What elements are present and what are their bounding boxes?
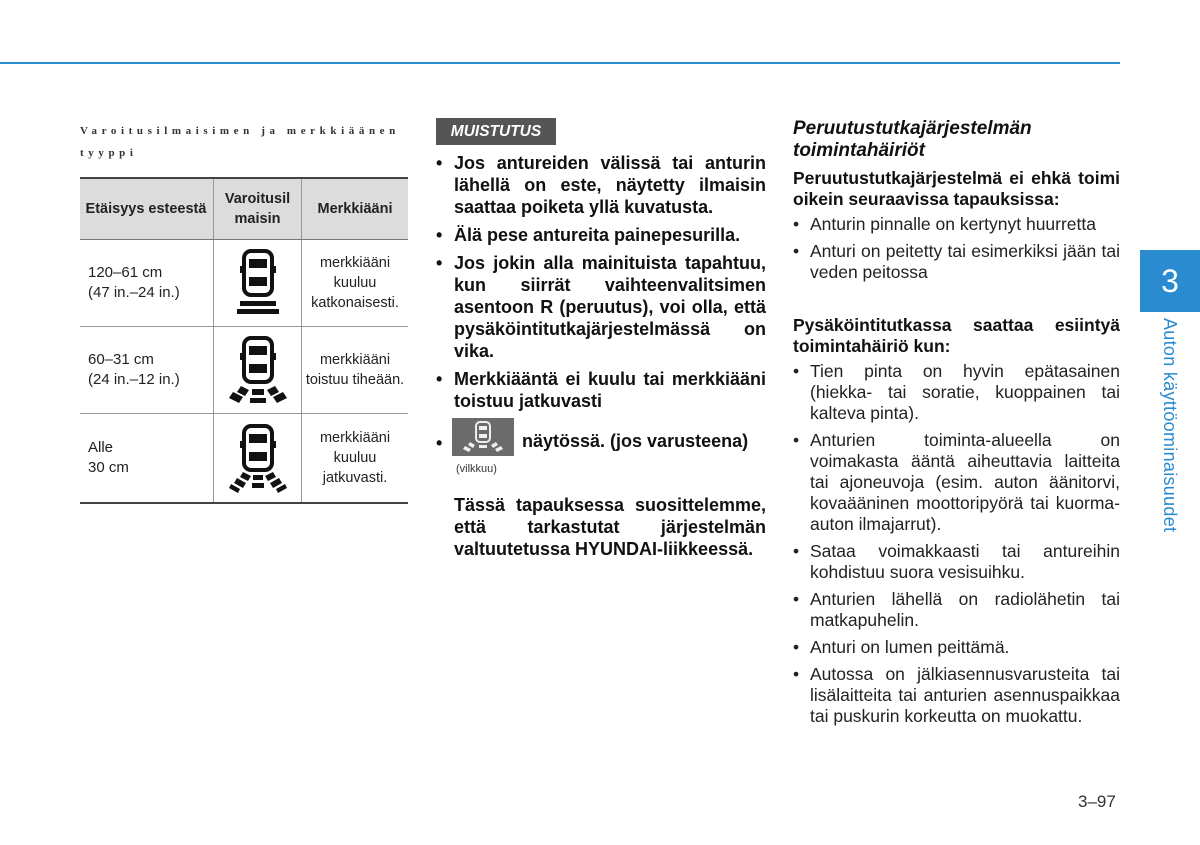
table-row	[80, 327, 408, 414]
table-row	[80, 240, 408, 327]
icon-bullet-text: näytössä. (jos varusteena)	[522, 431, 749, 451]
list-item: • Anturien lähellä on radiolähetin tai matkapuhelin.	[793, 589, 1120, 631]
indicator-cell	[214, 327, 302, 414]
list-item: • Anturi on peitetty tai esimerkiksi jään tai veden peitossa	[793, 241, 1120, 283]
header-rule	[0, 62, 1120, 64]
page-number: 3–97	[1078, 792, 1116, 811]
header-sound: Merkkiääni	[302, 178, 409, 240]
distance-line1: Alle	[88, 439, 114, 456]
notice-content	[428, 152, 766, 560]
subheading-1: Peruutustutkajärjestelmä ei ehkä toimi oikein seuraavissa tapauksissa:	[793, 168, 1120, 209]
distance-line2: 30 cm	[88, 459, 129, 476]
icon-bullet	[428, 418, 766, 480]
header-distance: Etäisyys esteestä	[80, 178, 214, 240]
notice-label: MUISTUTUS	[436, 118, 556, 145]
header-indicator: Varoitusil maisin	[214, 178, 302, 240]
distance-cell	[80, 327, 214, 414]
parking-warning-display-icon	[452, 418, 514, 456]
list-item: • Tien pinta on hyvin epätasainen (hiekka- tai soratie, kuoppainen tai kalteva pinta).	[793, 361, 1120, 424]
list-item: • Anturin pinnalle on kertynyt huurretta	[793, 214, 1120, 235]
indicator-cell	[214, 240, 302, 327]
distance-line2: (47 in.–24 in.)	[88, 284, 180, 301]
list-item: • Anturien toiminta-alueella on voimakasta ääntä aiheuttavia laitteita tai ajoneuvoja (esim. auton äänitorvi, kovaääninen moottoripyörä tai kuorma-auton ilmajarrut).	[793, 430, 1120, 535]
sound-cell: merkkiääni kuuluu katkonaisesti.	[302, 240, 409, 327]
list-2	[793, 361, 1120, 727]
sound-cell: merkkiääni kuuluu jatkuvasti.	[302, 414, 409, 504]
chapter-number: 3	[1140, 250, 1200, 312]
section-heading: Peruutustutkajärjestelmän toimintahäiriöt	[793, 118, 1032, 161]
list-1	[793, 214, 1120, 283]
bullet: •	[436, 433, 443, 453]
list-item: • Jos jokin alla mainituista tapahtuu, kun siirrät vaihteenvalitsimen asentoon R (peruutus), voi olla, että pysäköintitutkajärjestelmässä on vika.	[428, 252, 766, 362]
subheading-2: Pysäköintitutkassa saattaa esiintyä toimintahäiriö kun:	[793, 315, 1120, 356]
indicator-cell	[214, 414, 302, 504]
chapter-title: Auton käyttöominaisuudet	[1160, 318, 1180, 533]
sound-cell: merkkiääni toistuu tiheään.	[302, 327, 409, 414]
table-caption: Varoitusilmaisimen ja merkkiäänen tyyppi	[80, 125, 400, 159]
distance-warning-table	[80, 177, 408, 504]
distance-line1: 120–61 cm	[88, 264, 163, 281]
distance-cell	[80, 240, 214, 327]
closing-paragraph: Tässä tapauksessa suosittelemme, että tarkastutat järjestelmän valtuutetussa HYUNDAI-liikkeessä.	[454, 495, 766, 559]
car-rear-sensor-3-zones-icon	[227, 422, 289, 494]
list-item: • Älä pese antureita painepesurilla.	[428, 224, 766, 246]
list-item: • Sataa voimakkaasti tai antureihin kohdistuu suora vesisuihku.	[793, 541, 1120, 583]
distance-cell	[80, 414, 214, 504]
list-item: • Anturi on lumen peittämä.	[793, 637, 1120, 658]
distance-line2: (24 in.–12 in.)	[88, 371, 180, 388]
list-item: • Autossa on jälkiasennusvarusteita tai lisälaitteita tai anturien asennuspaikkaa tai puskurin korkeutta on muokattu.	[793, 664, 1120, 727]
malfunction-section	[793, 118, 1120, 733]
car-rear-sensor-2-zones-icon	[227, 334, 289, 406]
list-item: • Merkkiääntä ei kuulu tai merkkiääni toistuu jatkuvasti	[428, 368, 766, 412]
notice-list	[428, 152, 766, 412]
table-header-row	[80, 178, 408, 240]
table-row	[80, 414, 408, 504]
car-rear-sensor-1-zone-icon	[227, 247, 289, 319]
distance-line1: 60–31 cm	[88, 351, 154, 368]
list-item: • Jos antureiden välissä tai anturin lähellä on este, näytetty ilmaisin saattaa poiketa yllä kuvatusta.	[428, 152, 766, 218]
icon-caption: (vilkkuu)	[456, 463, 497, 475]
